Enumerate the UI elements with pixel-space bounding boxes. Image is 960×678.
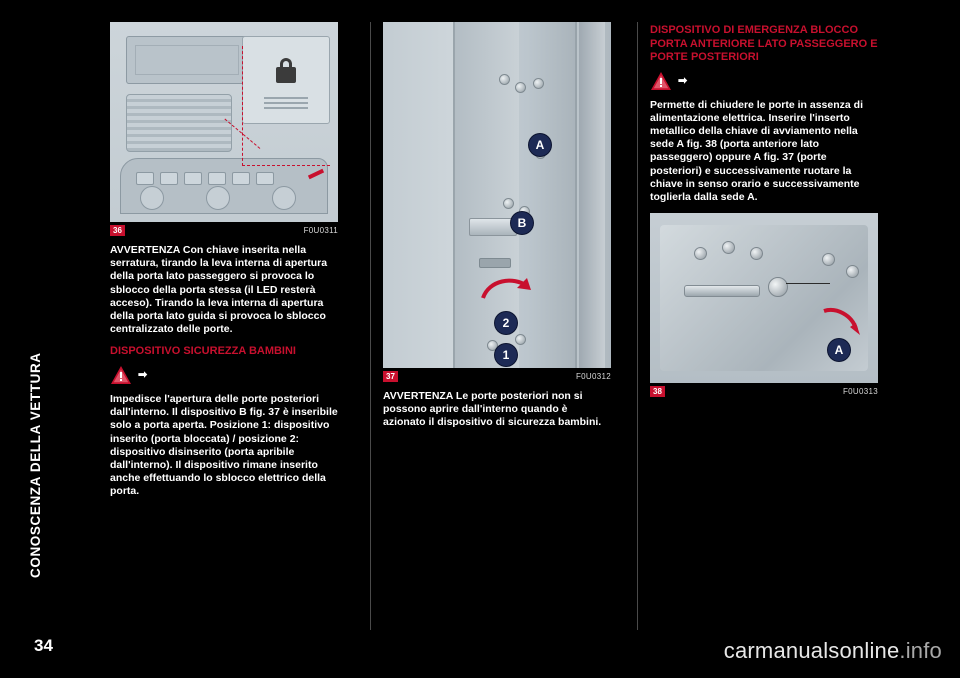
column1-paragraph-2: Impedisce l'apertura delle porte posteriori dall'interno. Il dispositivo B fig. 37 è inseribile solo a porta aperta. Posizione 1: dispositivo inserito (porta bloccata) / posizione 2: dispositivo disinserito (porta apribile dall'interno). Il dispositivo rimane inserito anche effettuando lo sblocco elettrico della porta. [110,392,338,498]
column-divider-2 [637,22,638,630]
figure-36-image [110,22,338,222]
marker-b: B [511,212,533,234]
column3-paragraph-1: Permette di chiudere le porte in assenza di alimentazione elettrica. Inserire l'inserto metallico della chiave di avviamento nella sede A fig. 38 (porta anteriore lato passeggero) oppure A fig. 37 (porte posteriori) e successivamente ruotare la chiave in senso orario e successivamente toglierla dalla sede A. [650,98,863,203]
button-texture [264,95,308,109]
column1-heading-1: DISPOSITIVO SICUREZZA BAMBINI [110,345,296,358]
callout-leader-line [786,283,830,284]
column-1 [110,22,338,630]
chapter-title: CONOSCENZA DELLA VETTURA [28,352,43,578]
figure-38-number: 38 [650,386,665,397]
warning-triangle-icon [650,71,672,91]
figure-38-image [650,213,878,383]
figure-37-number: 37 [383,371,398,382]
marker-2: 2 [495,312,517,334]
watermark-brand: carmanualsonline [723,638,900,663]
column-2 [383,22,611,630]
marker-a: A [529,134,551,156]
lock-lever [684,285,760,297]
figure-38-code: F0U0313 [842,387,878,397]
figure-38-caption [650,386,878,397]
column-3 [650,22,878,630]
door-lock-button-callout [242,36,330,124]
warning-row-column1 [110,365,338,385]
marker-a: A [828,339,850,361]
door-latch-plate [469,218,517,236]
infotainment-display [126,36,248,84]
figure-36-caption [110,225,338,236]
arrow-right-icon: ➡ [678,75,688,87]
warning-triangle-icon [110,365,132,385]
column1-paragraph-1: AVVERTENZA Con chiave inserita nella serratura, tirando la leva interna di apertura della porta lato passeggero si provoca lo sblocco della porta stessa (il LED resterà acceso). Tirando la leva interna di apertura della porta lato guida si provoca lo sblocco centralizzato delle porte. [110,244,328,336]
screw [533,78,544,89]
climate-dial-right [272,186,296,210]
arrow-right-icon: ➡ [138,369,148,382]
figure-37-code: F0U0312 [575,372,611,381]
air-vent [126,94,232,152]
column3-heading-1: DISPOSITIVO DI EMERGENZA BLOCCO PORTA ANTERIORE LATO PASSEGGERO E PORTE POSTERIORI [650,24,878,63]
figure-37-image [383,22,611,368]
figure-36-code: F0U0311 [303,226,338,235]
screw [499,74,510,85]
warning-row-column3 [650,71,878,91]
marker-1: 1 [495,344,517,366]
screw [503,198,514,209]
page-number: 34 [34,636,53,655]
lock-icon [276,67,296,83]
figure-37-caption [383,371,611,382]
child-lock-slot [479,258,511,268]
climate-dial-left [140,186,164,210]
watermark-suffix: .info [899,638,942,663]
screw [515,82,526,93]
rotation-arrow-icon [818,305,862,337]
figure-36-number: 36 [110,225,125,236]
watermark [724,638,942,664]
door-frame-strip [579,22,605,368]
column2-paragraph-1: AVVERTENZA Le porte posteriori non si possono aprire dall'interno quando è azionato il dispositivo di sicurezza bambini. [383,390,602,429]
column-divider-1 [370,22,371,630]
emergency-lock-seat [768,277,788,297]
console-button-row [136,172,274,185]
rotation-arrow-icon [479,274,531,304]
screw [515,334,526,345]
climate-dial-center [206,186,230,210]
